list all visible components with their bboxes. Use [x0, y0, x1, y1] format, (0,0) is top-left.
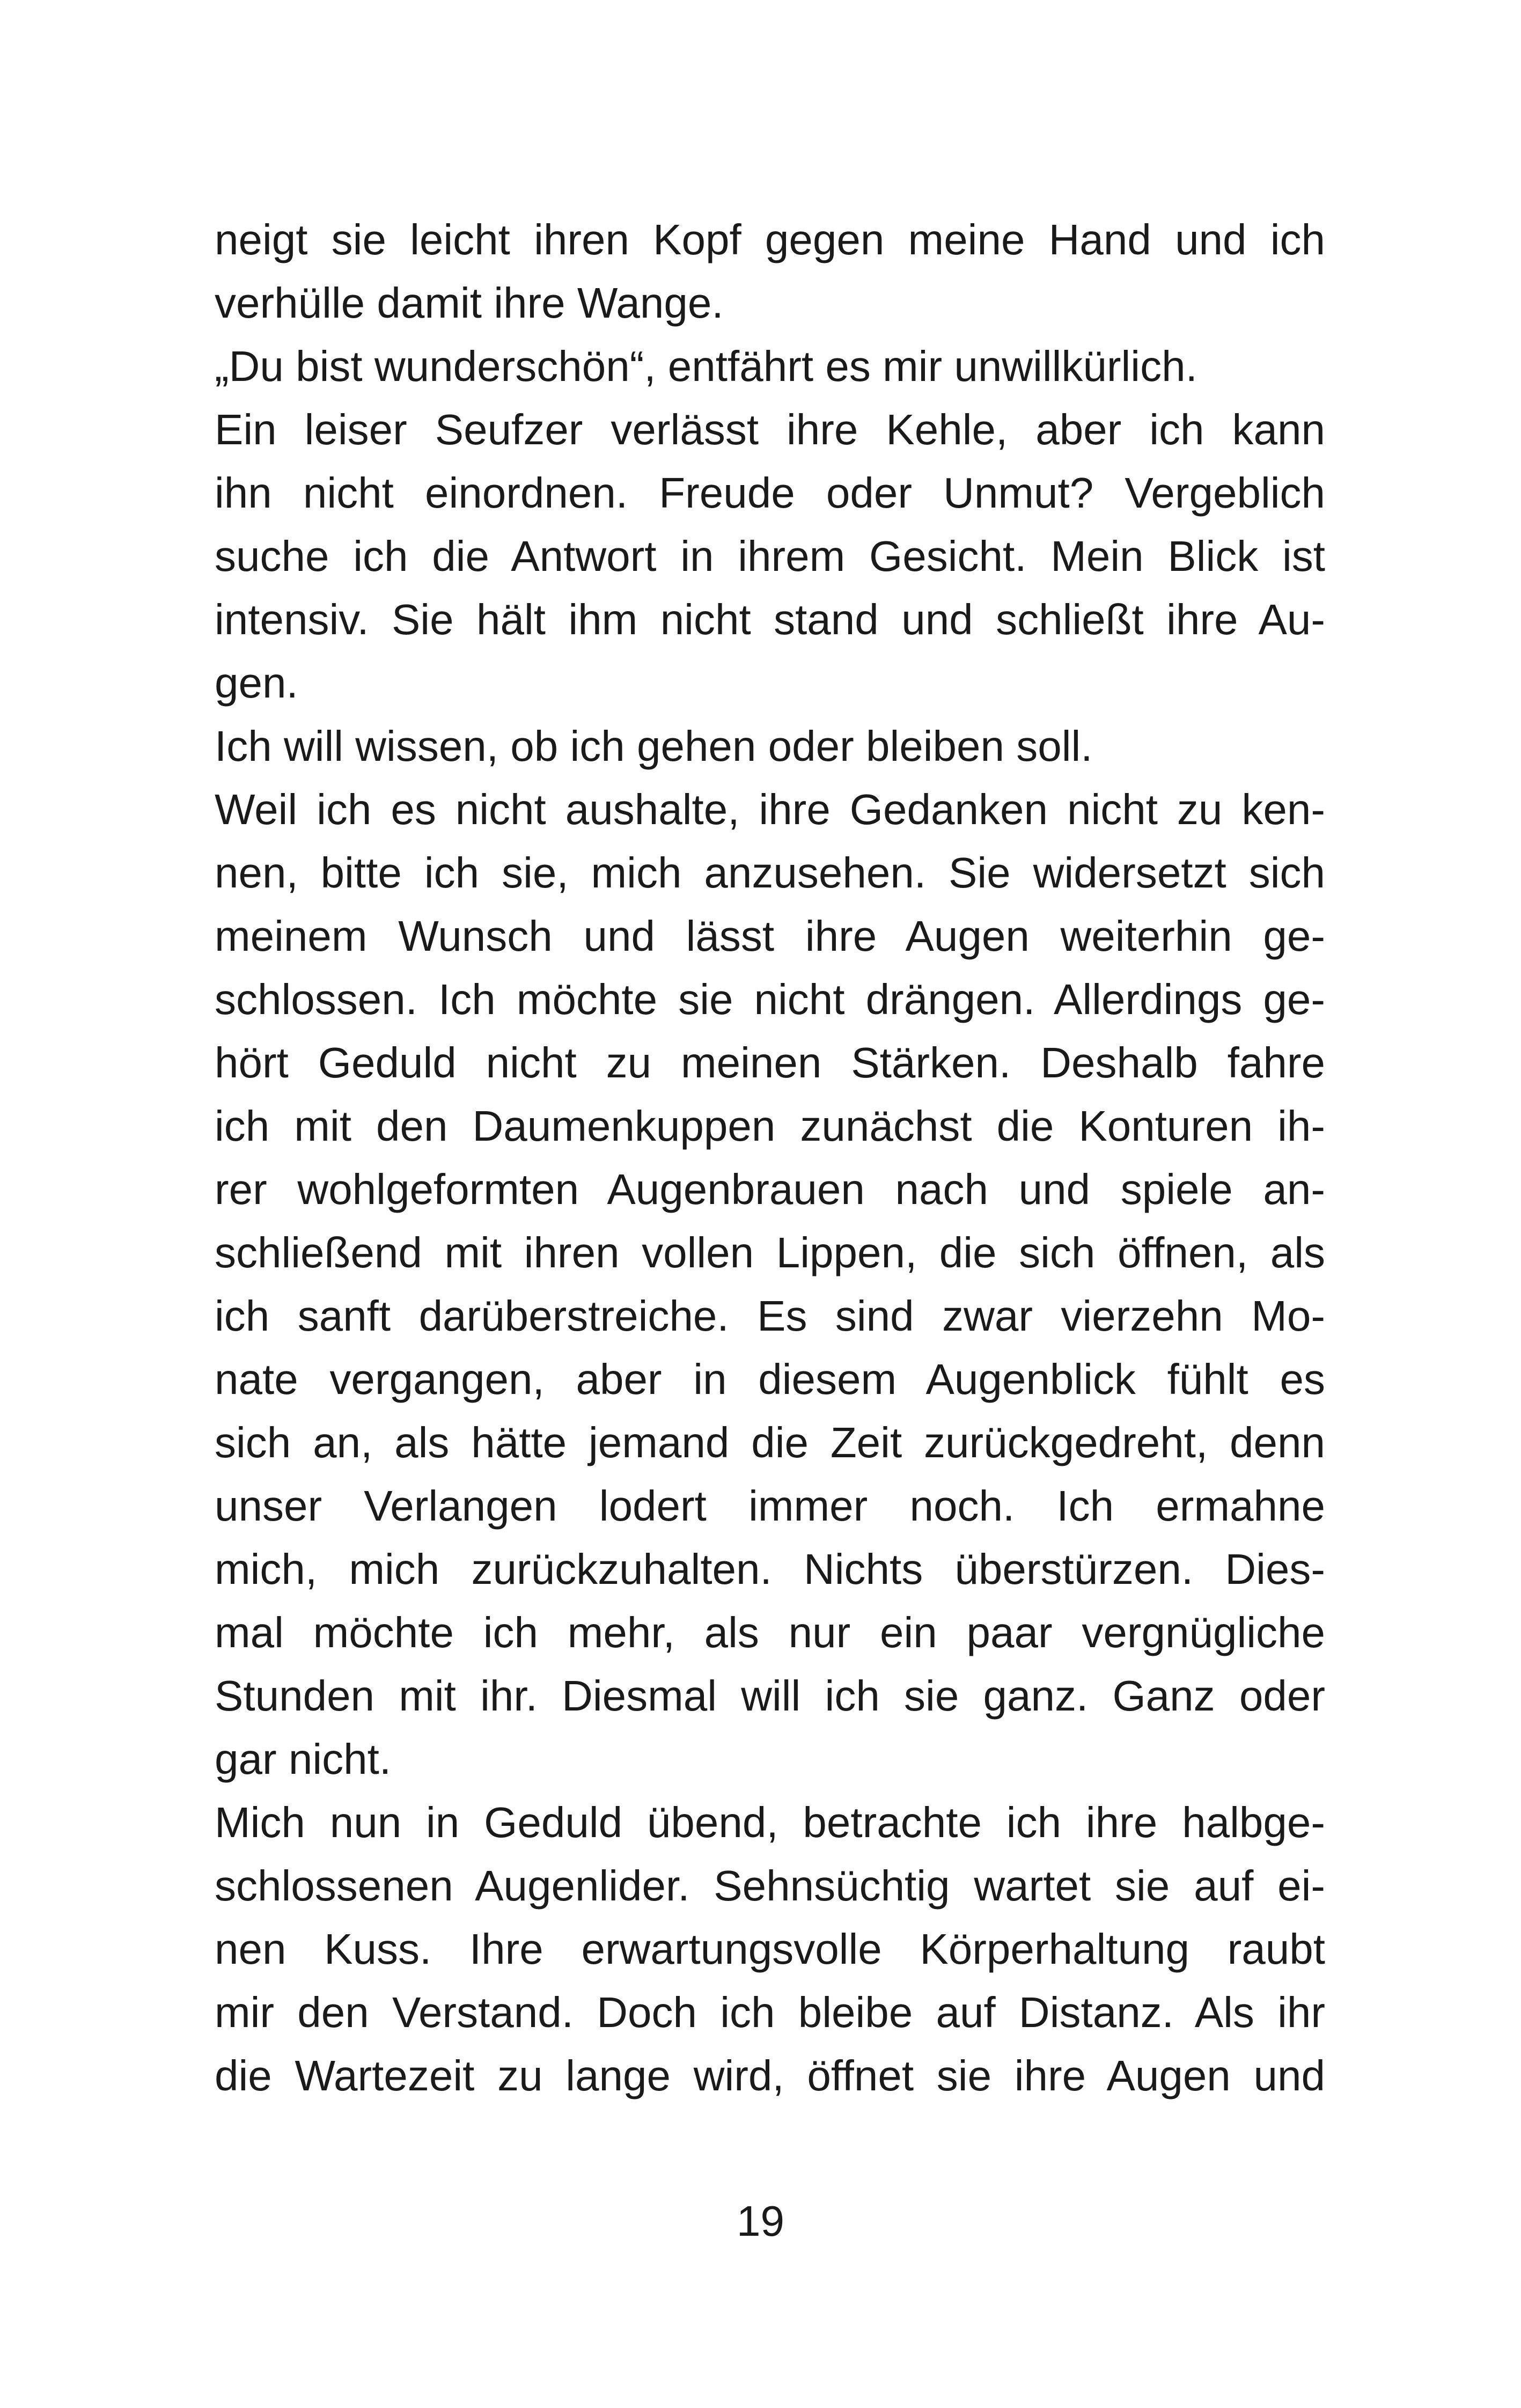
text-line: Ein leiser Seufzer verlässt ihre Kehle, aber ich kann: [215, 406, 1325, 453]
text-line: schließend mit ihren vollen Lippen, die sich öffnen, als: [215, 1229, 1325, 1276]
text-line: unser Verlangen lodert immer noch. Ich ermahne: [215, 1482, 1325, 1530]
text-line: Mich nun in Geduld übend, betrachte ich ihre halbge-: [215, 1798, 1325, 1846]
text-line: ich sanft darüberstreiche. Es sind zwar vierzehn Mo-: [215, 1292, 1325, 1340]
page-number: 19: [737, 2197, 784, 2245]
text-line: Stunden mit ihr. Diesmal will ich sie ganz. Ganz oder: [215, 1672, 1325, 1720]
text-line: ich mit den Daumenkuppen zunächst die Konturen ih-: [215, 1102, 1325, 1150]
text-line: rer wohlgeformten Augenbrauen nach und spiele an-: [215, 1165, 1325, 1213]
text-line: ihn nicht einordnen. Freude oder Unmut? Vergeblich: [215, 469, 1325, 517]
text-line: die Wartezeit zu lange wird, öffnet sie ihre Augen und: [215, 2052, 1325, 2099]
text-line: schlossenen Augenlider. Sehnsüchtig wartet sie auf ei-: [215, 1862, 1325, 1910]
text-line: Ich will wissen, ob ich gehen oder bleiben soll.: [215, 722, 1093, 770]
text-line: nen Kuss. Ihre erwartungsvolle Körperhaltung raubt: [215, 1925, 1325, 1973]
text-line: gar nicht.: [215, 1735, 392, 1783]
text-line: hört Geduld nicht zu meinen Stärken. Deshalb fahre: [215, 1039, 1325, 1086]
text-line: mir den Verstand. Doch ich bleibe auf Distanz. Als ihr: [215, 1988, 1325, 2036]
text-line: intensiv. Sie hält ihm nicht stand und schließt ihre Au-: [215, 596, 1325, 643]
text-line: mal möchte ich mehr, als nur ein paar vergnügliche: [215, 1609, 1325, 1656]
text-line: nate vergangen, aber in diesem Augenblick fühlt es: [215, 1355, 1325, 1403]
text-line: Weil ich es nicht aushalte, ihre Gedanken nicht zu ken-: [215, 785, 1325, 833]
text-line: verhülle damit ihre Wange.: [215, 279, 724, 327]
text-line: gen.: [215, 659, 298, 707]
text-line: neigt sie leicht ihren Kopf gegen meine Hand und ich: [215, 216, 1325, 263]
text-line: nen, bitte ich sie, mich anzusehen. Sie widersetzt sich: [215, 849, 1325, 897]
text-line: meinem Wunsch und lässt ihre Augen weiterhin ge-: [215, 912, 1325, 960]
text-line: „Du bist wunderschön“, entfährt es mir unwillkürlich.: [215, 342, 1197, 390]
text-line: sich an, als hätte jemand die Zeit zurückgedreht, denn: [215, 1419, 1325, 1466]
body-text: [215, 208, 1325, 2108]
text-line: suche ich die Antwort in ihrem Gesicht. Mein Blick ist: [215, 532, 1325, 580]
text-line: schlossen. Ich möchte sie nicht drängen. Allerdings ge-: [215, 975, 1325, 1023]
text-line: mich, mich zurückzuhalten. Nichts überstürzen. Dies-: [215, 1545, 1325, 1593]
